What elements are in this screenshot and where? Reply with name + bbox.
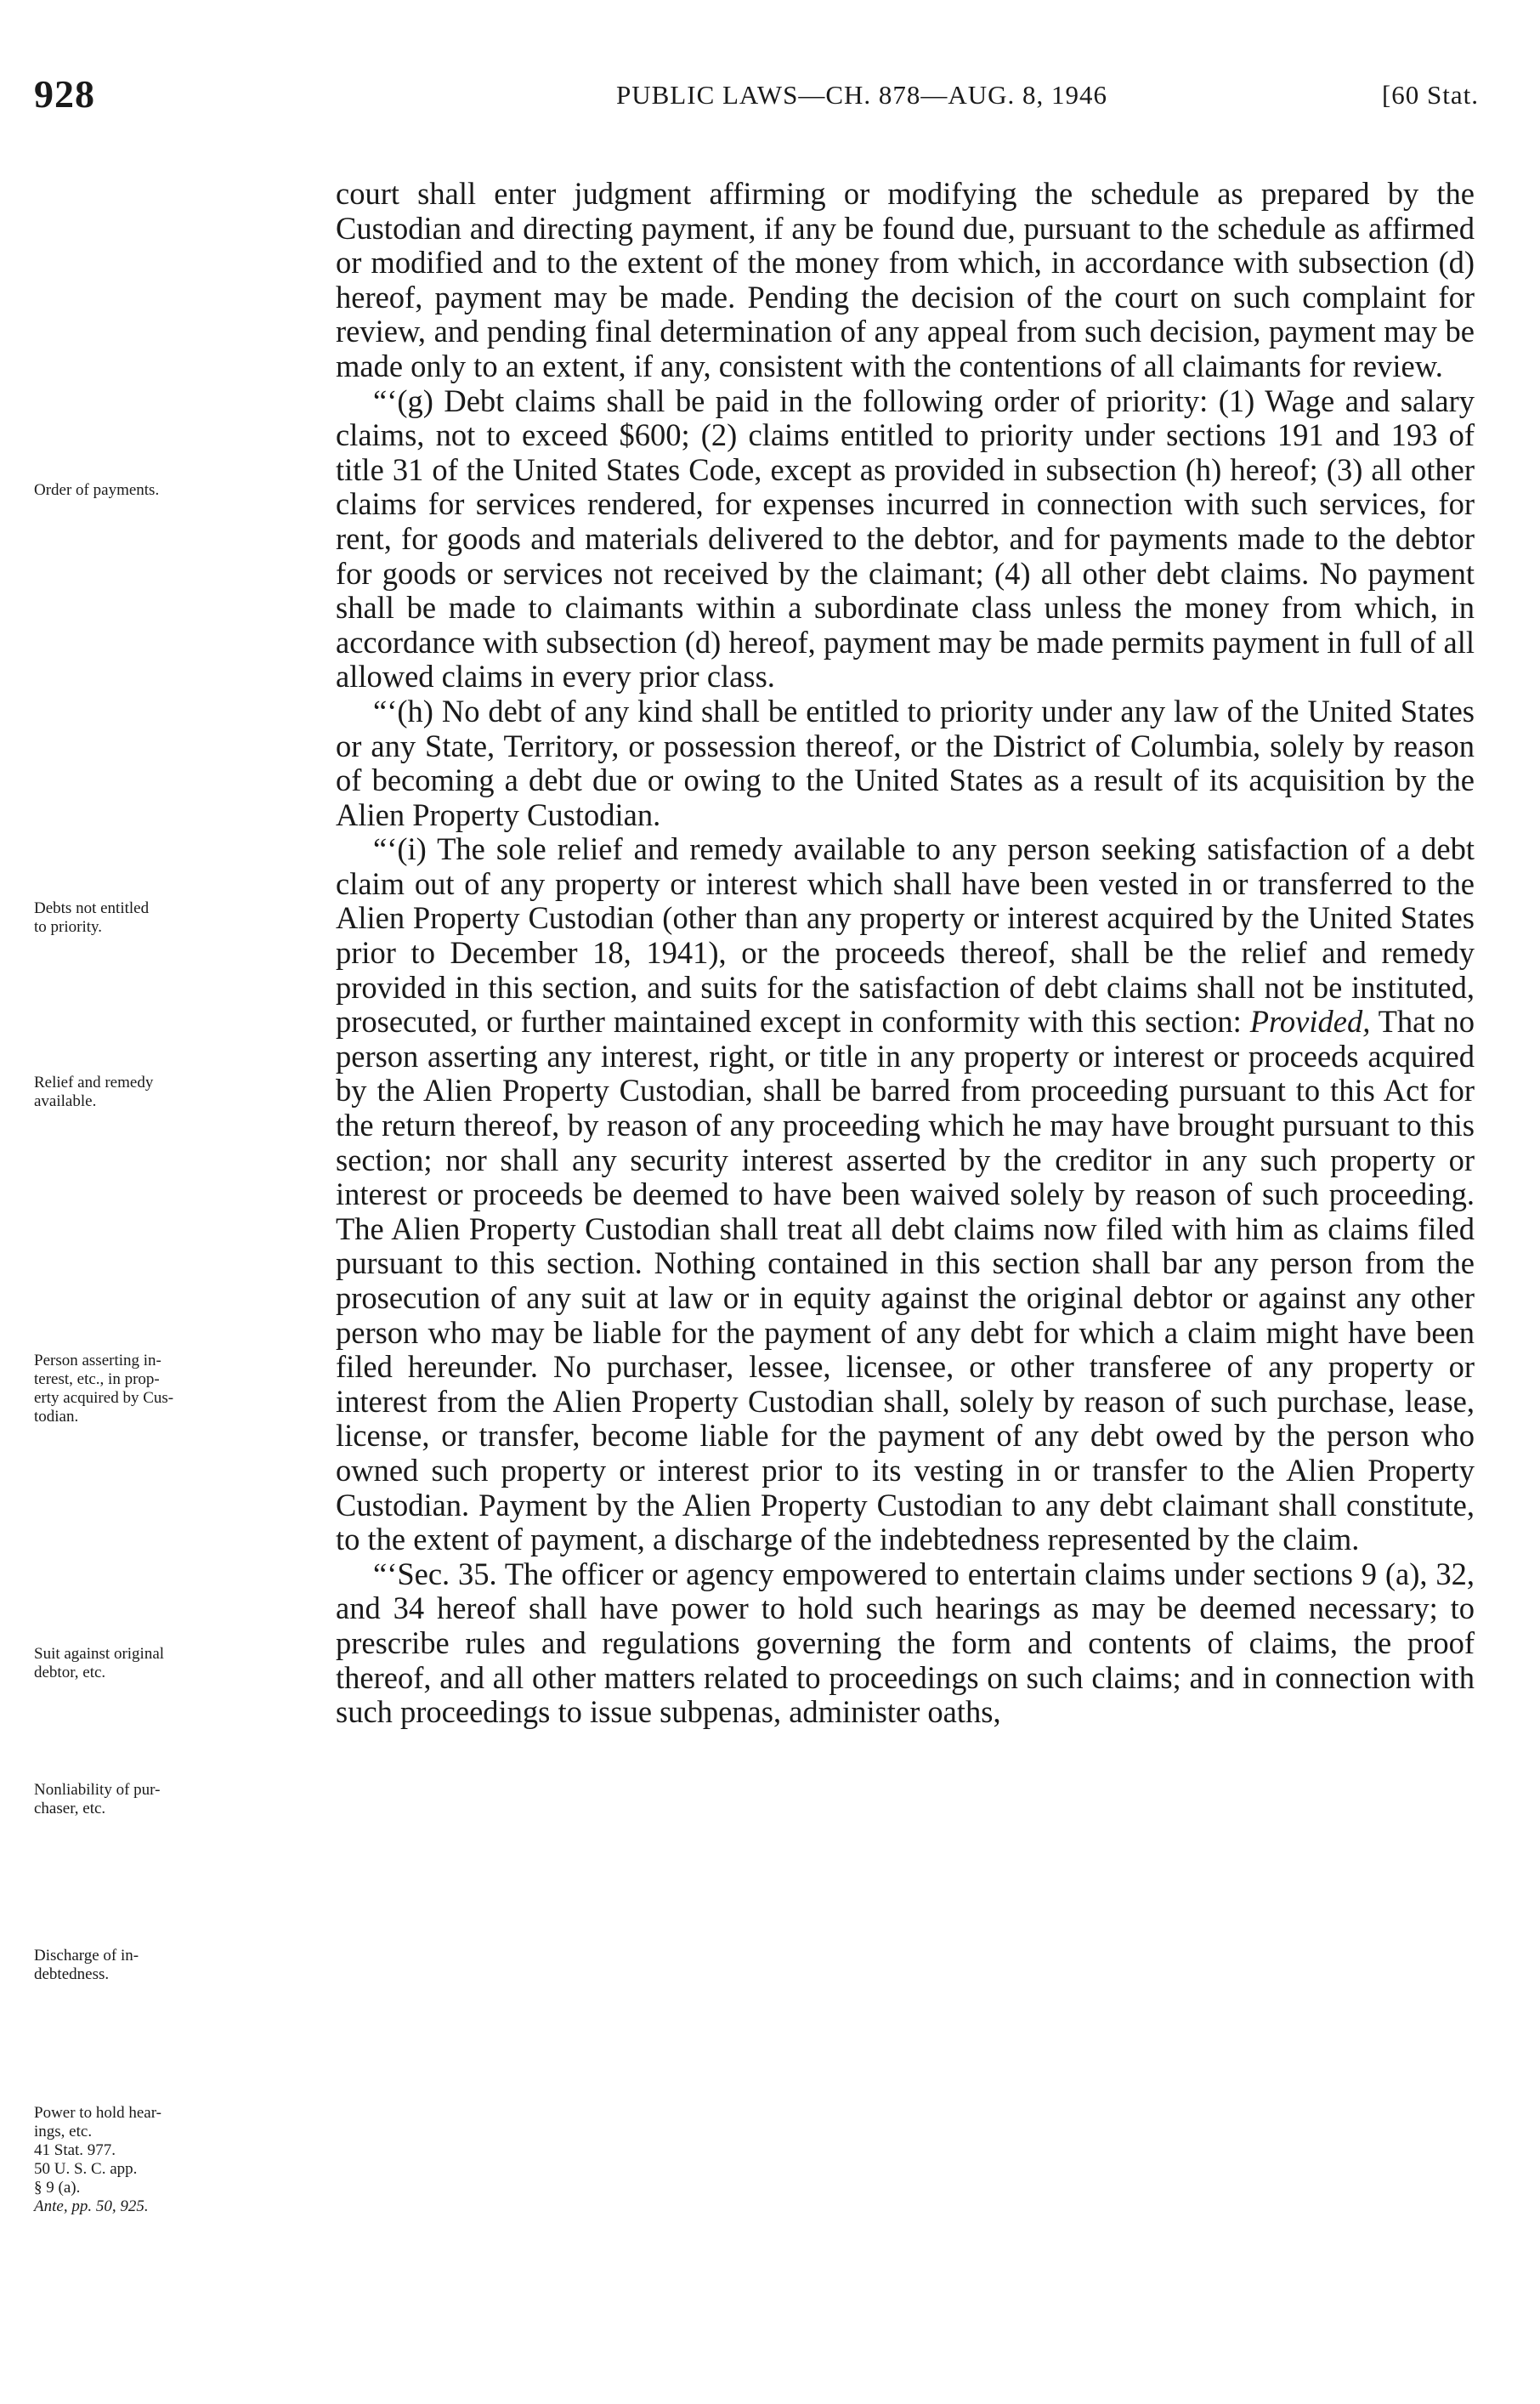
running-head: PUBLIC LAWS—CH. 878—AUG. 8, 1946	[616, 80, 1108, 110]
margin-note-line: 41 Stat. 977.	[34, 2141, 116, 2159]
subsection-i-text-a: “‘(i) The sole relief and remedy available to any person seeking satisfaction of a debt claim out of any property or interest which shall have been vested in or transferred to the Alien Property Custodian (other than any property or interest acquired by the United States prior to December 18, 1941), or the proceeds thereof, shall be the relief and remedy provided in this section, and suits for the satisfaction of debt claims shall not be instituted, prosecuted, or further maintained except in conformity with this section:	[336, 831, 1475, 1040]
statute-volume: [60 Stat.	[1381, 80, 1479, 110]
margin-note-debts-not-entitled	[34, 899, 314, 937]
margin-notes	[34, 0, 319, 2404]
margin-note-line: Discharge of in-	[34, 1947, 139, 1965]
margin-note-line: Nonliability of pur-	[34, 1781, 161, 1799]
margin-note-line: to priority.	[34, 918, 103, 936]
margin-note-line: ings, etc.	[34, 2123, 93, 2140]
margin-note-line: Power to hold hear-	[34, 2104, 161, 2122]
margin-note-relief-and-remedy	[34, 1074, 314, 1111]
paragraph-subsection-h: “‘(h) No debt of any kind shall be entitled to priority under any law of the United States or any State, Territory, or possession thereof, or the District of Columbia, solely by reason of becoming a debt due or owing to the United States as a result of its acquisition by the Alien Property Custodian.	[336, 693, 1475, 832]
margin-note-person-asserting-interest	[34, 1352, 314, 1426]
margin-note-line: Suit against original	[34, 1645, 165, 1663]
margin-note-nonliability-of-purchaser	[34, 1781, 314, 1818]
body-text	[336, 177, 1475, 1730]
margin-note-power-to-hold-hearings	[34, 2104, 314, 2216]
margin-note-line: § 9 (a).	[34, 2179, 81, 2197]
margin-note-suit-against-debtor	[34, 1645, 314, 1682]
subsection-i-text-b: That no person asserting any interest, right, or title in any property or interest or proceeds acquired by the Alien Property Custodian, shall be barred from proceeding pursuant to this Act for the return thereof, by reason of any proceeding which he may have brought pursuant to this section; nor shall any security interest asserted by the creditor in any such property or interest or proceeds be deemed to have been waived solely by reason of such proceeding. The Alien Property Custodian shall treat all debt claims now filed with him as claims filed pursuant to this section. Nothing contained in this section shall bar any person from the prosecution of any suit at law or in equity against the original debtor or against any other person who may be liable for the payment of any debt for which a claim might have been filed hereunder. No purchaser, lessee, licensee, or other transferee of any property or interest from the Alien Property Custodian shall, solely by reason of such purchase, lease, license, or transfer, become liable for the payment of any debt owed by the person who owned such property or interest prior to its vesting in or transfer to the Alien Property Custodian. Payment by the Alien Property Custodian to any debt claimant shall constitute, to the extent of payment, a discharge of the indebtedness represented by the claim.	[336, 1004, 1475, 1557]
margin-note-line: Debts not entitled	[34, 899, 150, 917]
margin-note-line: todian.	[34, 1408, 79, 1426]
paragraph-subsection-i	[336, 832, 1475, 1556]
margin-note-line: Relief and remedy	[34, 1074, 154, 1091]
margin-note-line: erty acquired by Cus-	[34, 1389, 174, 1407]
margin-note-discharge-of-indebtedness	[34, 1947, 314, 1984]
page-number: 928	[34, 72, 95, 116]
margin-note-line: 50 U. S. C. app.	[34, 2160, 138, 2178]
margin-note-line: Order of payments.	[34, 481, 160, 499]
margin-note-line: Ante, pp. 50, 925.	[34, 2197, 149, 2215]
paragraph-schedule-judgment: court shall enter judgment affirming or modifying the schedule as prepared by the Custodian and directing payment, if any be found due, pursuant to the schedule as affirmed or modified and to the extent of the money from which, in accordance with subsection (d) hereof, payment may be made. Pending the decision of the court on such complaint for review, and pending final determination of any appeal from such decision, payment may be made only to an extent, if any, consistent with the contentions of all claimants for review.	[336, 176, 1475, 383]
margin-note-line: available.	[34, 1092, 97, 1110]
margin-note-line: debtedness.	[34, 1965, 110, 1983]
margin-note-line: debtor, etc.	[34, 1664, 106, 1681]
paragraph-sec-35: “‘Sec. 35. The officer or agency empowered to entertain claims under sections 9 (a), 32, and 34 hereof shall have power to hold such hearings as may be deemed necessary; to prescribe rules and regulations governing the form and contents of claims, the proof thereof, and all other matters related to proceedings on such claims; and in connection with such proceedings to issue subpenas, administer oaths,	[336, 1556, 1475, 1730]
margin-note-line: chaser, etc.	[34, 1800, 106, 1817]
margin-note-order-of-payments	[34, 481, 314, 500]
proviso-italic: Provided,	[1249, 1004, 1371, 1040]
paragraph-subsection-g: “‘(g) Debt claims shall be paid in the following order of priority: (1) Wage and salary claims, not to exceed $600; (2) claims entitled to priority under sections 191 and 193 of title 31 of the United States Code, except as provided in subsection (h) hereof; (3) all other claims for services rendered, for expenses incurred in connection with such services, for rent, for goods and materials delivered to the debtor, and for payments made to the debtor for goods or services not received by the claimant; (4) all other debt claims. No payment shall be made to claimants within a subordinate class unless the money from which, in accordance with subsection (d) hereof, payment may be made permits payment in full of all allowed claims in every prior class.	[336, 383, 1475, 695]
margin-note-line: Person asserting in-	[34, 1352, 161, 1369]
margin-note-line: terest, etc., in prop-	[34, 1370, 160, 1388]
